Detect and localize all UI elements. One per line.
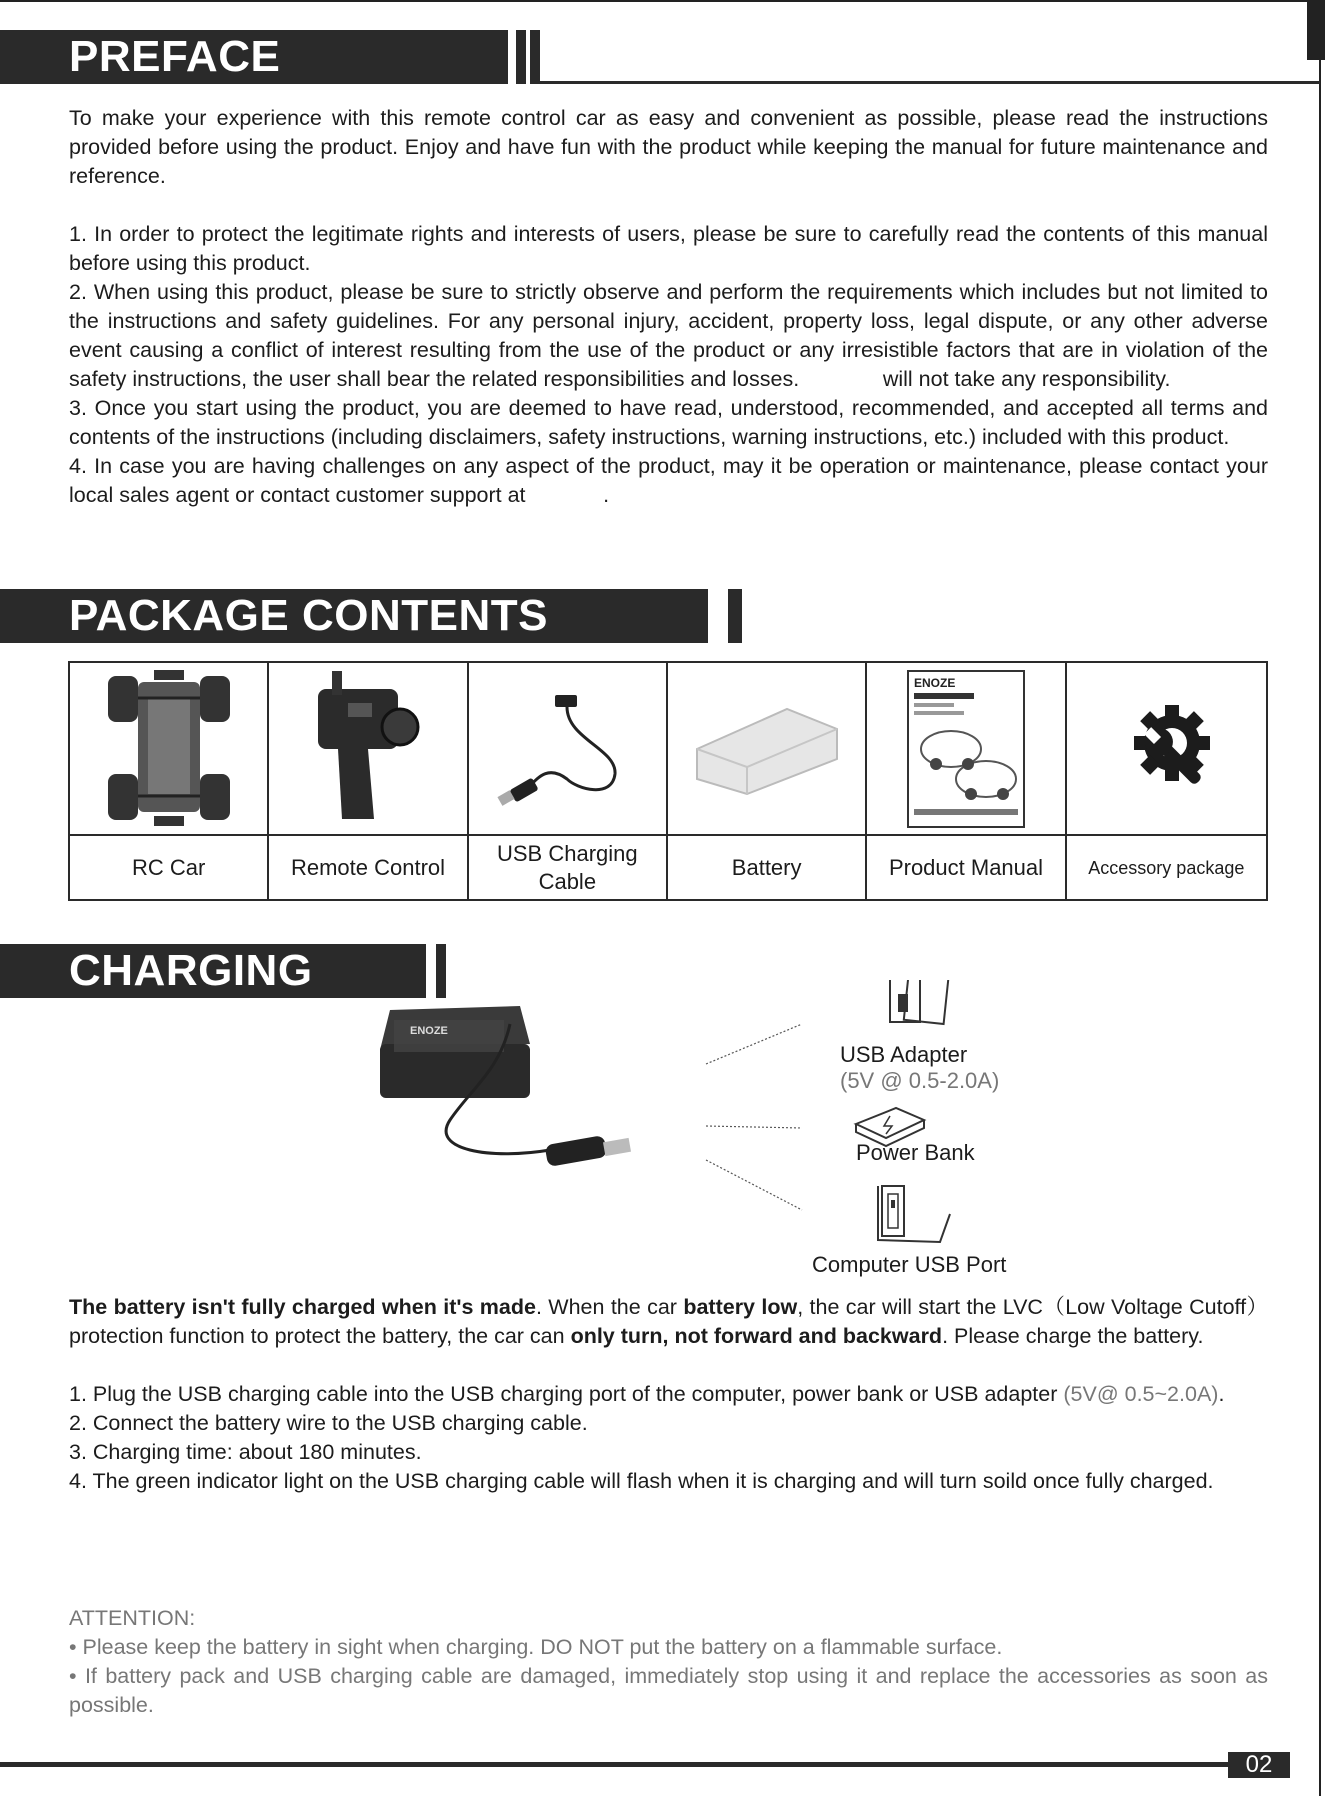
usb-adapter-label: USB Adapter (840, 1042, 968, 1067)
package-heading-marker (728, 589, 742, 643)
package-item-label: Remote Control (269, 836, 468, 899)
battery-image (668, 663, 867, 836)
attention-item: • Please keep the battery in sight when charging. DO NOT put the battery on a flammable surface. (69, 1635, 1003, 1659)
battery-pack-illustration (380, 1006, 530, 1098)
preface-heading-marker (530, 30, 540, 84)
footer-rule (0, 1762, 1228, 1767)
computer-icon (878, 1186, 950, 1242)
charging-step-end: . (1218, 1382, 1225, 1406)
preface-body (69, 104, 1274, 510)
accessory-package-image (1067, 663, 1266, 836)
charging-intro (69, 1293, 1268, 1351)
charging-intro-text: . When the car (535, 1295, 684, 1319)
remote-control-image (269, 663, 468, 836)
power-bank-label: Power Bank (856, 1140, 975, 1165)
page-number: 02 (1228, 1752, 1290, 1778)
package-heading: PACKAGE CONTENTS (0, 589, 708, 643)
charging-intro-bold: battery low (683, 1295, 798, 1319)
preface-heading-rule (540, 81, 1320, 84)
usb-adapter-spec: (5V @ 0.5-2.0A) (840, 1068, 1000, 1093)
package-item-label: RC Car (70, 836, 269, 899)
package-contents-table (68, 661, 1268, 901)
preface-item: 1. In order to protect the legitimate rights and interests of users, please be sure to carefully read the contents of this manual before using this product. (69, 222, 1268, 275)
rc-car-image (70, 663, 269, 836)
attention-block (69, 1604, 1268, 1720)
package-item-label: USB Charging Cable (469, 836, 668, 899)
preface-heading: PREFACE (0, 30, 508, 84)
computer-usb-port-label: Computer USB Port (812, 1252, 1007, 1277)
charging-intro-text: , the car will start the LVC（Low Voltage Cutoff）protection function to protect the battery, the car can (69, 1295, 1268, 1348)
charging-intro-text: . Please charge the battery. (942, 1324, 1204, 1348)
charging-step: 3. Charging time: about 180 minutes. (69, 1440, 422, 1464)
preface-heading-marker (516, 30, 526, 84)
charging-step (69, 1380, 1268, 1409)
preface-intro: To make your experience with this remote control car as easy and convenient as possible, please read the instructions provided before using the product. Enjoy and have fun with the product while keeping the manual for future maintenance and reference. (69, 106, 1268, 188)
charging-diagram (350, 980, 1070, 1280)
charging-intro-bold: The battery isn't fully charged when it's made (69, 1295, 536, 1319)
gear-wrench-icon (1116, 699, 1216, 799)
charging-body (69, 1293, 1268, 1496)
charging-intro-bold: only turn, not forward and backward (570, 1324, 943, 1348)
package-item-label: Accessory package (1088, 857, 1245, 878)
charging-heading: CHARGING (0, 944, 426, 998)
package-item-label: Battery (668, 836, 867, 899)
attention-title: ATTENTION: (69, 1606, 196, 1630)
attention-item: • If battery pack and USB charging cable are damaged, immediately stop using it and replace the accessories as soon as possible. (69, 1664, 1268, 1717)
charging-step: 4. The green indicator light on the USB charging cable will flash when it is charging and will turn soild once fully charged. (69, 1469, 1214, 1493)
charging-step-spec: (5V@ 0.5~2.0A) (1063, 1382, 1219, 1406)
preface-item: 4. In case you are having challenges on any aspect of the product, may it be operation or maintenance, please contact your local sales agent or contact customer support at . (69, 454, 1274, 507)
manual-brand: ENOZE (913, 675, 956, 690)
package-item-label: Product Manual (867, 836, 1066, 899)
battery-brand: ENOZE (410, 1025, 448, 1037)
preface-item: 3. Once you start using the product, you are deemed to have read, understood, recommended, and accepted all terms and contents of the instructions (including disclaimers, safety instructions, warning instructions, etc.) included with this product. (69, 396, 1268, 449)
usb-charging-cable-image (469, 663, 668, 836)
preface-item: 2. When using this product, please be sure to strictly observe and perform the requirements which includes but not limited to the instructions and safety guidelines. For any personal injury, accident, property loss, legal dispute, or any other adverse event causing a conflict of interest resulting from the use of the product or any irresistible factors that are in violation of the safety instructions, the user shall bear the related responsibilities and losses. will not take any responsibility. (69, 280, 1274, 391)
charging-step: 2. Connect the battery wire to the USB charging cable. (69, 1411, 588, 1435)
corner-tab (1307, 0, 1325, 60)
usb-adapter-icon (890, 980, 948, 1024)
product-manual-image (867, 663, 1066, 836)
charging-step-text: 1. Plug the USB charging cable into the USB charging port of the computer, power bank or USB adapter (69, 1382, 1064, 1406)
